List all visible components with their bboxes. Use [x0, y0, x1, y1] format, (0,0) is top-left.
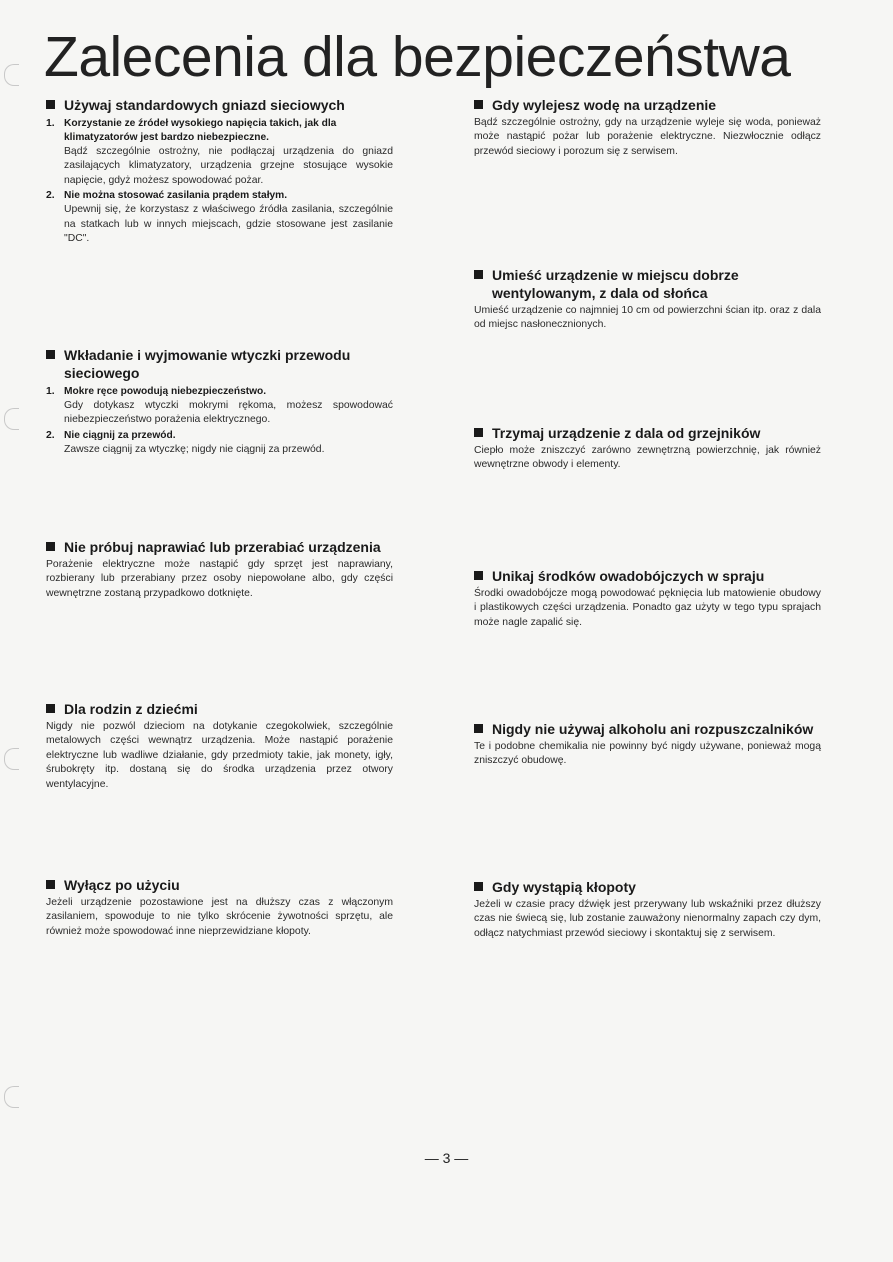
section-children [46, 700, 393, 792]
section-text: Środki owadobójcze mogą powodować pęknięcia lub matowienie obudowy i plastikowych części urządzenia. Ponadto gaz użyty w tego typu sprajach może nagle zapalić się. [474, 588, 821, 628]
item-title: Mokre ręce powodują niebezpieczeństwo. [64, 386, 267, 397]
list-item [46, 117, 393, 188]
item-title: Nie ciągnij za przewód. [64, 429, 176, 441]
section-text: Bądź szczególnie ostrożny, gdy na urządzenie wyleje się woda, ponieważ może nastąpić pożar lub porażenie elektryczne. Niezwłocznie odłącz przewód sieciowy i porozum się z serwisem. [474, 117, 821, 157]
item-title: Nie można stosować zasilania prądem stałym. [64, 190, 288, 202]
section-heading: Używaj standardowych gniazd sieciowych [46, 96, 393, 114]
list-item [46, 189, 393, 246]
item-number: 1. [46, 118, 55, 129]
square-bullet-icon [474, 571, 483, 580]
item-number: 1. [46, 386, 55, 397]
section-heading: Gdy wylejesz wodę na urządzenie [474, 96, 821, 114]
item-number: 2. [46, 429, 55, 441]
punch-hole-mark [4, 748, 19, 770]
section-heading: Wyłącz po użyciu [46, 876, 393, 894]
section-solvents [474, 720, 821, 769]
section-water [474, 96, 821, 159]
section-heading: Nigdy nie używaj alkoholu ani rozpuszczalników [474, 720, 821, 738]
item-title: Korzystanie ze źródeł wysokiego napięcia takich, jak dla klimatyzatorów jest bardzo niebezpieczne. [64, 118, 337, 143]
punch-hole-mark [4, 408, 19, 430]
section-heading: Wkładanie i wyjmowanie wtyczki przewodu sieciowego [46, 346, 393, 382]
section-text: Jeżeli w czasie pracy dźwięk jest przerywany lub wskaźniki przez dłuższy czas nie świecą się, lub zostanie zauważony nienormalny zapach czy dym, odłącz natychmiast przewód sieciowy i skontaktuj się z serwisem. [474, 899, 821, 939]
section-heading: Umieść urządzenie w miejscu dobrze wentylowanym, z dala od słońca [474, 266, 821, 302]
section-repair [46, 538, 393, 601]
section-text: Jeżeli urządzenie pozostawione jest na dłuższy czas z włączonym zasilaniem, spowoduje to nie tylko skrócenie żywotności sprzętu, ale również może spowodować inne nieprzewidziane kłopoty. [46, 897, 393, 937]
item-text: Bądź szczególnie ostrożny, nie podłączaj urządzenia do gniazd zasilających klimatyzatory, urządzenia grzejne stosujące wysokie napięcie, gdyż możesz spowodować pożar. [64, 146, 393, 186]
section-text: Nigdy nie pozwól dzieciom na dotykanie czegokolwiek, szczególnie metalowych części wewnątrz urządzenia. Może nastąpić porażenie elektryczne lub wadliwe działanie, gdy przedmioty takie, jak monety, igły, śrubokręty itp. dostaną się do środka urządzenia przez otwory wentylacyjne. [46, 721, 393, 790]
punch-hole-mark [4, 64, 19, 86]
square-bullet-icon [474, 882, 483, 891]
section-heading: Unikaj środków owadobójczych w spraju [474, 567, 821, 585]
square-bullet-icon [46, 880, 55, 889]
section-heading: Dla rodzin z dziećmi [46, 700, 393, 718]
square-bullet-icon [46, 704, 55, 713]
item-text: Upewnij się, że korzystasz z właściwego źródła zasilania, szczególnie na statkach lub w innych miejscach, gdzie stosowane jest zasilanie "DC". [64, 204, 393, 245]
page-number: — 3 — [424, 1150, 469, 1166]
item-text: Zawsze ciągnij za wtyczkę; nigdy nie ciągnij za przewód. [64, 443, 325, 455]
section-insecticides [474, 567, 821, 630]
section-heading: Nie próbuj naprawiać lub przerabiać urządzenia [46, 538, 393, 556]
section-plug [46, 346, 393, 457]
square-bullet-icon [474, 100, 483, 109]
item-text: Gdy dotykasz wtyczki mokrymi rękoma, możesz spowodować niebezpieczeństwo porażenia elektrycznego. [64, 400, 393, 426]
section-heaters [474, 424, 821, 473]
section-switch-off [46, 876, 393, 939]
section-heading: Trzymaj urządzenie z dala od grzejników [474, 424, 821, 442]
list-item [46, 429, 393, 457]
section-text: Umieść urządzenie co najmniej 10 cm od powierzchni ścian itp. oraz z dala od miejsc nasłonecznionych. [474, 305, 821, 331]
item-number: 2. [46, 190, 55, 202]
section-text: Porażenie elektryczne może nastąpić gdy sprzęt jest naprawiany, rozbierany lub przerabiany przez osoby niepowołane albo, gdy części wewnętrzne zostaną przypadkowo dotknięte. [46, 559, 393, 599]
page-title: Zalecenia dla bezpieczeństwa [44, 25, 791, 89]
square-bullet-icon [46, 350, 55, 359]
section-standard-sockets [46, 96, 393, 246]
section-text: Te i podobne chemikalia nie powinny być nigdy używane, ponieważ mogą zniszczyć obudowę. [474, 741, 821, 767]
list-item [46, 385, 393, 428]
square-bullet-icon [474, 270, 483, 279]
section-text: Ciepło może zniszczyć zarówno zewnętrzną powierzchnię, jak również wewnętrzne obwody i elementy. [474, 445, 821, 471]
punch-hole-mark [4, 1086, 19, 1108]
section-ventilation [474, 266, 821, 333]
section-heading: Gdy wystąpią kłopoty [474, 878, 821, 896]
square-bullet-icon [46, 100, 55, 109]
square-bullet-icon [474, 428, 483, 437]
square-bullet-icon [46, 542, 55, 551]
section-problems [474, 878, 821, 941]
square-bullet-icon [474, 724, 483, 733]
